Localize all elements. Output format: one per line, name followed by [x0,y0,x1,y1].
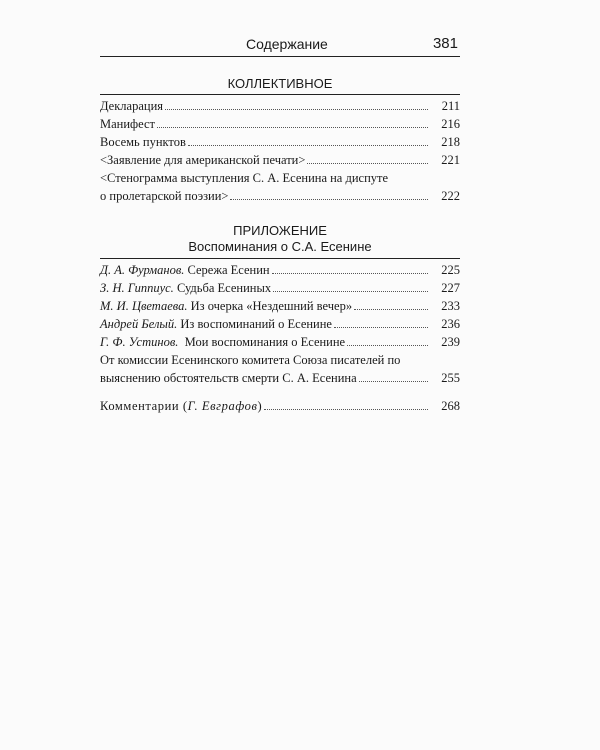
entry-author: М. И. Цветаева. [100,299,188,313]
toc-entry[interactable] [100,152,460,168]
dot-leader [334,327,428,328]
section-heading-collective [100,76,460,91]
entry-title: Сережа Есенин [184,263,270,277]
running-head [100,34,460,57]
entry-page: 216 [441,117,460,131]
entry-title-line2: выяснению обстоятельств смерти С. А. Есенина [100,371,357,385]
section-title: ПРИЛОЖЕНИЕ [233,223,327,238]
entry-page: 211 [441,99,460,113]
entry-title: Комментарии ( [100,399,188,413]
toc-entry[interactable] [100,98,460,114]
toc-entry[interactable] [100,170,460,204]
entry-title-line1: От комиссии Есенинского комитета Союза писателей по [100,353,401,367]
entry-page: 218 [441,135,460,149]
entry-title-close: ) [257,399,263,413]
entry-title-line1: <Стенограмма выступления С. А. Есенина на диспуте [100,171,389,185]
dot-leader [188,145,428,146]
toc-entry[interactable] [100,298,460,314]
toc-entry[interactable] [100,134,460,150]
dot-leader [354,309,428,310]
entry-author: Андрей Белый. [100,317,178,331]
entry-page: 225 [441,263,460,277]
dot-leader [359,381,428,382]
entry-page: 221 [441,153,460,167]
entry-title: Мои воспоминания о Есенине [178,335,346,349]
dot-leader [272,273,428,274]
dot-leader [273,291,428,292]
entry-page: 236 [441,317,460,331]
entry-page: 227 [441,281,460,295]
toc-entry[interactable] [100,352,460,386]
section-rule [100,94,460,95]
section-title: КОЛЛЕКТИВНОЕ [227,76,333,91]
section-heading-appendix [100,223,460,254]
entry-page: 255 [441,371,460,385]
dot-leader [307,163,428,164]
toc-entry[interactable] [100,316,460,332]
entry-title: Из воспоминаний о Есенине [177,317,332,331]
entry-author: Г. Евграфов [187,399,258,413]
toc-entry[interactable] [100,280,460,296]
dot-leader [157,127,428,128]
dot-leader [347,345,428,346]
entry-page: 233 [441,299,460,313]
section-subtitle: Воспоминания о С.А. Есенине [188,239,372,254]
entry-page: 268 [441,399,460,413]
dot-leader [230,199,428,200]
entry-author: Д. А. Фурманов. [100,263,185,277]
entry-page: 222 [441,189,460,203]
entry-title: <Заявление для американской печати> [100,153,306,167]
toc-entry-comments[interactable] [100,398,460,414]
entry-title-line2: о пролетарской поэзии> [100,189,229,203]
running-head-title: Содержание [246,36,328,52]
entry-page: 239 [441,335,460,349]
entry-title: Манифест [100,117,156,131]
entry-author: Г. Ф. Устинов. [100,335,179,349]
toc-entry[interactable] [100,334,460,350]
section-rule [100,258,460,259]
dot-leader [165,109,428,110]
entry-author: З. Н. Гиппиус. [100,281,174,295]
entry-title: Декларация [100,99,164,113]
running-head-page-number: 381 [432,35,458,52]
entry-title: Восемь пунктов [100,135,186,149]
toc-entry[interactable] [100,116,460,132]
toc-entry[interactable] [100,262,460,278]
dot-leader [264,409,428,410]
entry-title: Судьба Есениных [173,281,272,295]
entry-title: Из очерка «Нездешний вечер» [187,299,353,313]
